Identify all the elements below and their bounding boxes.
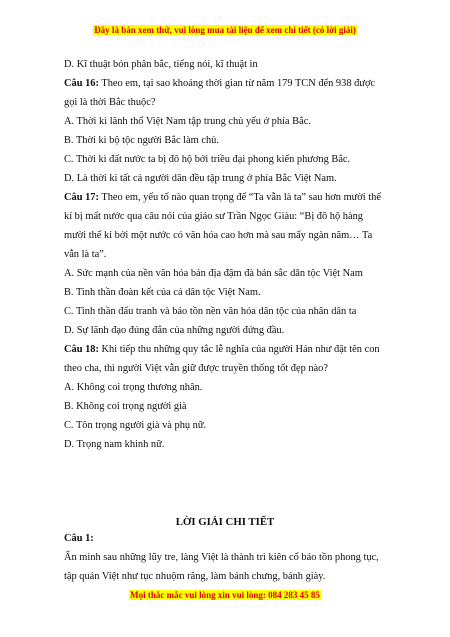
question-16-option-b: B. Thời kì bộ tộc người Bắc làm chủ. xyxy=(64,135,219,146)
question-16-option-c: C. Thời kì đất nước ta bị đô hộ bởi triều đại phong kiến phương Bắc. xyxy=(64,154,351,165)
contact-notice-banner xyxy=(0,589,450,601)
solution-section xyxy=(64,529,394,586)
question-18-text-2: theo cha, thì người Việt vẫn giữ được truyền thống tốt đẹp nào? xyxy=(64,363,328,374)
solution-q1-line-1: Ẩn mình sau những lũy tre, làng Việt là thành trì kiên cố bảo tồn phong tục, xyxy=(64,552,379,563)
question-17-option-b: B. Tinh thần đoàn kết của cả dân tộc Việt Nam. xyxy=(64,287,261,298)
question-16-option-a: A. Thời kì lãnh thổ Việt Nam tập trung chủ yếu ở phía Bắc. xyxy=(64,116,311,127)
prev-option-d: D. Kĩ thuật bón phân bắc, tiếng nói, kĩ thuật in xyxy=(64,59,258,70)
question-18 xyxy=(64,340,392,454)
question-17-option-d: D. Sự lãnh đạo đúng đắn của những người đứng đầu. xyxy=(64,325,285,336)
preview-notice-text: Đây là bản xem thử, vui lòng mua tài liệu để xem chi tiết (có lời giải) xyxy=(94,25,356,35)
solution-q1-label: Câu 1: xyxy=(64,533,94,544)
question-16-text-2: gọi là thời Bắc thuộc? xyxy=(64,97,156,108)
preview-notice-banner xyxy=(0,24,450,36)
question-17-option-a: A. Sức mạnh của nền văn hóa bản địa đậm đà bản sắc dân tộc Việt Nam xyxy=(64,268,363,279)
question-16-option-d: D. Là thời kì tất cả người dân đều tập trung ở phía Bắc Việt Nam. xyxy=(64,173,337,184)
question-18-option-c: C. Tôn trọng người già và phụ nữ. xyxy=(64,420,207,431)
question-16 xyxy=(64,74,392,188)
question-17-option-c: C. Tinh thần đấu tranh và bảo tồn nền văn hóa dân tộc của nhân dân ta xyxy=(64,306,357,317)
question-17-text-2: kỉ bị mất nước qua câu nói của giáo sư Trần Ngọc Giàu: “Bị đô hộ hàng xyxy=(64,211,363,222)
question-16-text-1: Theo em, tại sao khoảng thời gian từ năm 179 TCN đến 938 được xyxy=(98,78,376,89)
question-18-text-1: Khi tiếp thu những quy tắc lễ nghĩa của người Hán như đặt tên con xyxy=(98,344,380,355)
question-17 xyxy=(64,188,392,340)
question-17-text-4: vẫn là ta”. xyxy=(64,249,107,260)
question-17-text-3: mười thế kỉ bởi một nước có văn hóa cao hơn mà sau mấy ngàn năm… Ta xyxy=(64,230,373,241)
question-18-label: Câu 18: xyxy=(64,344,99,355)
question-18-option-b: B. Không coi trọng người già xyxy=(64,401,187,412)
solution-heading: LỜI GIẢI CHI TIẾT xyxy=(175,516,275,528)
question-list xyxy=(64,55,392,454)
contact-notice-text: Mọi thắc mắc vui lòng xin vui lòng: 084 283 45 85 xyxy=(130,590,320,600)
question-18-option-a: A. Không coi trọng thương nhân. xyxy=(64,382,203,393)
solution-q1-line-2: tập quán Việt như tục nhuộm răng, làm bánh chưng, bánh giày. xyxy=(64,571,326,582)
question-17-text-1: Theo em, yếu tố nào quan trọng để “Ta vẫn là ta” sau hơn mười thế xyxy=(98,192,381,203)
question-18-option-d: D. Trọng nam khinh nữ. xyxy=(64,439,165,450)
question-17-label: Câu 17: xyxy=(64,192,99,203)
question-16-label: Câu 16: xyxy=(64,78,99,89)
